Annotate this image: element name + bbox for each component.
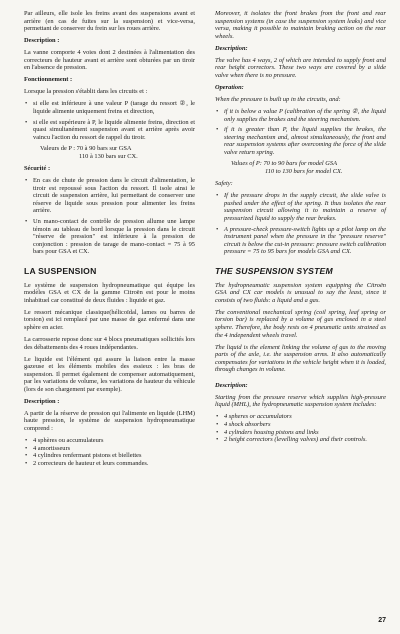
components-list (24, 437, 195, 467)
operation-list (215, 108, 386, 156)
list-item: • 4 sphères ou accumulateurs (24, 437, 195, 445)
page-number: 27 (378, 617, 386, 624)
list-item: • 4 amortisseurs (24, 445, 195, 453)
list-item: • if it is greater than P, the liquid supplies the brakes, the steering mechanism and, almost simultaneously, the front and rear suspension systems after overcoming the force of the slide valve return spring. (215, 126, 386, 156)
values-line: Values of P: 70 to 90 bars for model GSA (231, 160, 337, 168)
list-item: • 4 cylindres renfermant pistons et biellettes (24, 452, 195, 460)
suspension-description-paragraph: Starting from the pressure reserve which supplies high-pressure liquid (MHL), the hydropneumatic suspension system includes: (215, 393, 386, 409)
list-item: • Un mano-contact de contrôle de pression allume une lampe témoin au tableau de bord lorsque la pression dans le circuit "réserve de pression" est inférieure à la pression de conjonction : pression de tarage de mano-contact = 75 à 95 bars pour GSA et CX. (24, 218, 195, 256)
safety-heading: Safety: (215, 180, 233, 188)
values-line: Valeurs de P : 70 à 90 bars sur GSA (40, 145, 132, 153)
intro-paragraph: Moreover, it isolates the front brakes from the front and rear suspension systems (in case the suspension system leaks) and vice versa, making it possible to maintain braking action on the rear wheels. (215, 10, 386, 40)
suspension-paragraph: Le liquide est l'élément qui assure la liaison entre la masse gazeuse et les éléments mobiles des essieux : les bras de suspension. Il permet également de compenser automatiquement, par les variations de volume, les variations de hauteur du véhicule (lors de son chargement par exemple). (24, 355, 195, 393)
list-item: • si elle est supérieure à P, le liquide alimente freins, direction et quasi simultanément suspension avant et arrière après avoir vaincu l'action du ressort de rappel du tiroir. (24, 119, 195, 142)
operation-heading: Operation: (215, 83, 244, 91)
description-paragraph: The valve has 4 ways, 2 of which are intended to supply front and rear height correctors. These two ways are covered by a slide valve when there is no pressure. (215, 56, 386, 79)
suspension-paragraph: The conventional mechanical spring (coil spring, leaf spring or torsion bar) is replaced by a volume of gas enclosed in a steel sphere. Therefore, the body rests on 4 pneumatic units strained as the 4 independent wheels travel. (215, 308, 386, 339)
list-item: • 4 cylinders housing pistons and links (215, 429, 386, 437)
list-item: • 4 spheres or accumulators (215, 413, 386, 421)
suspension-paragraph: Le système de suspension hydropneumatique qui équipe les modèles GSA et CX de la gamme Citroën est pour le moins inhabituel car constitué de deux fluides : liquide et gaz. (24, 281, 195, 304)
suspension-description-heading: Description: (215, 381, 248, 389)
list-item: • if it is below a value P (calibration of the spring ②, the liquid only supplies the brakes and the steering mechanism. (215, 108, 386, 123)
description-heading: Description: (215, 44, 248, 52)
suspension-paragraph: La carrosserie repose donc sur 4 blocs pneumatiques sollicités lors des débattements des 4 roues indépendantes. (24, 336, 195, 351)
description-heading: Description : (24, 37, 60, 45)
section-title: LA SUSPENSION (24, 265, 97, 276)
operation-list (24, 100, 195, 141)
safety-list (215, 192, 386, 255)
components-list (215, 413, 386, 443)
suspension-paragraph: The liquid is the element linking the volume of gas to the moving parts of the axle, i.e. the suspension arms. It also automatically compensates for variations in the vehicle height when it is loaded, through changes in volume. (215, 343, 386, 374)
values-line: 110 à 130 bars sur CX. (79, 153, 138, 161)
list-item: • A pressure-check pressure-switch lights up a pilot lamp on the instrument panel when the pressure in the "pressure reserve" circuit is below the cut-in pressure: pressure switch calibration pressure = 75 to 95 bars for models GSA and CX. (215, 226, 386, 256)
list-item: • If the pressure drops in the supply circuit, the slide valve is pushed under the effect of the spring. It thus isolates the rear suspension circuit allowing it to maintain a reserve of pressurized liquid to supply the rear brakes. (215, 192, 386, 222)
safety-heading: Sécurité : (24, 165, 51, 173)
english-column (215, 10, 386, 448)
section-title: THE SUSPENSION SYSTEM (215, 265, 333, 276)
list-item: • 4 shock absorbers (215, 421, 386, 429)
list-item: • 2 correcteurs de hauteur et leurs commandes. (24, 460, 195, 468)
operation-paragraph: Lorsque la pression s'établit dans les circuits et : (24, 88, 148, 96)
suspension-description-heading: Description : (24, 397, 60, 405)
suspension-description-paragraph: A partir de la réserve de pression qui l'alimente en liquide (LHM) haute pression, le système de suspension hydropneumatique comprend : (24, 409, 195, 433)
french-column (24, 10, 195, 471)
operation-heading: Fonctionnement : (24, 76, 73, 84)
intro-paragraph: Par ailleurs, elle isole les freins avant des suspensions avant et arrière (en cas de fuites sur la suspension) et vice-versa, permettant de conserver du frein sur les roues arrière. (24, 10, 195, 33)
list-item: • si elle est inférieure à une valeur P (tarage du ressort ②, le liquide alimente uniquement freins et direction, (24, 100, 195, 115)
suspension-paragraph: The hydropneumatic suspension system equipping the Citroën GSA and CX car models is unusual to say the least, since it consists of two fluids: a liquid and a gas. (215, 281, 386, 304)
suspension-paragraph: Le ressort mécanique classique(hélicoïdal, lames ou barres de torsion) est ici remplacé par une masse de gaz enfermé dans une sphère en acier. (24, 308, 195, 331)
safety-list (24, 177, 195, 255)
operation-paragraph: When the pressure is built up in the circuits, and: (215, 95, 341, 103)
values-line: 110 to 130 bars for model CX. (265, 168, 343, 176)
list-item: • En cas de chute de pression dans le circuit d'alimentation, le tiroir est repoussé sous l'action du ressort. Il isole ainsi le circuit de suspension arrière, lui permettant de conserver une réserve de liquide sous pression pour alimenter les freins arrière. (24, 177, 195, 215)
description-paragraph: La vanne comporte 4 voies dont 2 destinées à l'alimentation des correcteurs de hauteur avant et arrière sont obturées par un tiroir en l'absence de pression. (24, 49, 195, 72)
list-item: • 2 height correctors (levelling valves) and their controls. (215, 436, 386, 444)
